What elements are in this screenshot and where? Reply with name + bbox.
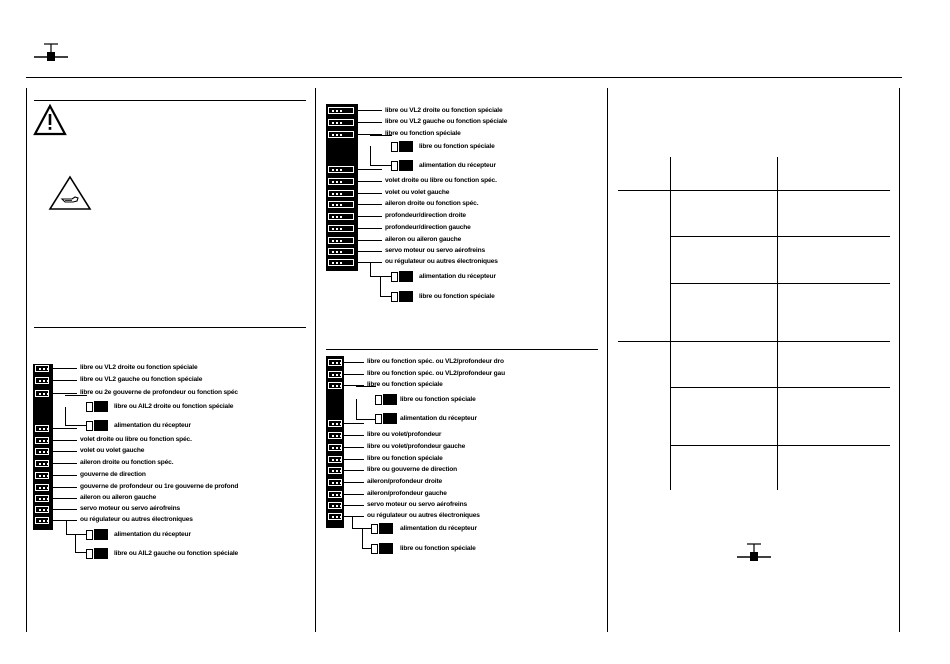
leader-line xyxy=(53,475,77,476)
receiver-slot xyxy=(328,131,354,138)
leader-line xyxy=(344,482,364,483)
column-divider xyxy=(315,88,316,632)
leader-line xyxy=(358,169,382,170)
column-divider xyxy=(607,88,608,632)
branch-label: alimentation du récepteur xyxy=(419,273,496,280)
leader-line xyxy=(344,374,364,375)
column-divider xyxy=(26,88,27,632)
branch-plug xyxy=(391,141,413,152)
table-grid-line xyxy=(670,236,890,237)
receiver-slot xyxy=(35,377,49,384)
leader-line xyxy=(344,505,364,506)
branch-plug xyxy=(371,523,393,534)
leader-line xyxy=(53,380,77,381)
branch-wire xyxy=(66,520,87,535)
receiver-slot xyxy=(35,437,49,444)
plug-label: libre ou fonction spéciale xyxy=(367,455,443,462)
leader-line xyxy=(358,204,382,205)
branch-label: libre ou fonction spéciale xyxy=(419,143,495,150)
branch-label: libre ou AIL2 droite ou fonction spéciale xyxy=(114,403,234,410)
leader-line xyxy=(358,228,382,229)
warning-triangle-icon xyxy=(33,104,67,136)
plug-label: libre ou VL2 gauche ou fonction spéciale xyxy=(80,376,203,383)
plug-label: libre ou 2e gouverne de profondeur ou fonction spéc xyxy=(80,389,238,396)
receiver-slot xyxy=(328,513,342,520)
receiver-strip xyxy=(326,104,358,271)
receiver-slot xyxy=(328,190,354,197)
receiver-slot xyxy=(328,491,342,498)
plug-label: aileron/profondeur gauche xyxy=(367,490,447,497)
plug-label: aileron droite ou fonction spéc. xyxy=(80,459,174,466)
plug-label: volet droite ou libre ou fonction spéc. xyxy=(80,436,192,443)
plug-label: libre ou volet/profondeur gauche xyxy=(367,443,466,450)
leader-line xyxy=(344,494,364,495)
receiver-slot xyxy=(328,201,354,208)
branch-wire xyxy=(380,276,391,297)
plug-label: libre ou VL2 droite ou fonction spéciale xyxy=(385,107,503,114)
branch-label: libre ou AIL2 gauche ou fonction spéciale xyxy=(114,550,239,557)
branch-wire xyxy=(370,146,391,166)
warning-bottom-rule xyxy=(34,327,306,328)
leader-line xyxy=(344,470,364,471)
receiver-slot xyxy=(35,425,49,432)
branch-plug xyxy=(391,291,413,302)
branch-wire xyxy=(75,534,86,553)
receiver-slot xyxy=(328,502,342,509)
leader-line xyxy=(358,110,382,111)
plug-label: profondeur/direction gauche xyxy=(385,224,471,231)
column-divider xyxy=(899,88,900,632)
plug-label: libre ou gouverne de direction xyxy=(367,466,458,473)
leader-line xyxy=(344,459,364,460)
receiver-slot xyxy=(35,448,49,455)
leader-line xyxy=(53,498,77,499)
receiver-slot xyxy=(35,390,49,397)
leader-line xyxy=(358,193,382,194)
warning-top-rule xyxy=(34,100,306,101)
table-grid-line xyxy=(618,190,890,191)
leader-line xyxy=(53,451,77,452)
branch-label: libre ou fonction spéciale xyxy=(400,396,476,403)
receiver-slot xyxy=(328,213,354,220)
header-rule xyxy=(26,77,902,78)
branch-wire xyxy=(356,386,376,400)
receiver-slot xyxy=(328,479,342,486)
branch-wire xyxy=(65,407,86,426)
plug-label: libre ou fonction spéciale xyxy=(385,130,461,137)
table-grid-line xyxy=(670,283,890,284)
receiver-slot xyxy=(35,517,49,524)
leader-line xyxy=(53,440,77,441)
leader-line xyxy=(358,251,382,252)
plug-label: libre ou volet/profondeur xyxy=(367,431,442,438)
leader-line xyxy=(53,428,77,429)
plug-label: volet ou volet gauche xyxy=(385,189,450,196)
receiver-slot xyxy=(35,472,49,479)
table-grid-line xyxy=(777,157,778,490)
branch-plug xyxy=(391,160,413,171)
receiver-slot xyxy=(328,382,342,389)
plug-label: libre ou fonction spéciale xyxy=(367,381,443,388)
plug-label: ou régulateur ou autres électroniques xyxy=(367,512,480,519)
leader-line xyxy=(358,122,382,123)
leader-line xyxy=(344,423,364,424)
plug-label: libre ou VL2 droite ou fonction spéciale xyxy=(80,364,198,371)
plug-label: volet droite ou libre ou fonction spéc. xyxy=(385,177,497,184)
branch-label: alimentation du récepteur xyxy=(114,422,191,429)
receiver-slot xyxy=(328,456,342,463)
pointing-hand-triangle-icon xyxy=(48,175,92,211)
airplane-symbol-icon xyxy=(33,42,69,64)
airplane-symbol-icon xyxy=(736,542,772,564)
branch-label: alimentation du récepteur xyxy=(400,525,477,532)
leader-line xyxy=(53,509,77,510)
receiver-slot xyxy=(328,166,354,173)
receiver-slot xyxy=(328,467,342,474)
branch-plug xyxy=(371,543,393,554)
table-grid-line xyxy=(670,445,890,446)
leader-line xyxy=(53,393,77,394)
plug-label: servo moteur ou servo aérofreins xyxy=(385,247,486,254)
branch-wire xyxy=(370,262,391,277)
receiver-slot xyxy=(328,444,342,451)
plug-label: gouverne de direction xyxy=(80,471,146,478)
receiver-slot xyxy=(35,495,49,502)
branch-plug xyxy=(391,271,413,282)
table-grid-line xyxy=(618,341,890,342)
plug-label: gouverne de profondeur ou 1re gouverne de profond xyxy=(80,483,239,490)
branch-plug xyxy=(86,529,108,540)
branch-plug xyxy=(86,420,108,431)
branch-plug xyxy=(375,394,397,405)
plug-label: libre ou fonction spéc. ou VL2/profondeur dro xyxy=(367,358,504,365)
receiver-slot xyxy=(328,237,354,244)
receiver-slot xyxy=(328,259,354,266)
plug-label: volet ou volet gauche xyxy=(80,447,145,454)
plug-label: aileron ou aileron gauche xyxy=(385,236,462,243)
branch-plug xyxy=(86,548,108,559)
receiver-slot xyxy=(328,359,342,366)
branch-label: alimentation du récepteur xyxy=(400,415,477,422)
section-rule xyxy=(326,349,598,350)
receiver-slot xyxy=(328,420,342,427)
branch-plug xyxy=(375,413,397,424)
plug-label: aileron/profondeur droite xyxy=(367,478,443,485)
leader-line xyxy=(53,463,77,464)
leader-line xyxy=(344,447,364,448)
receiver-slot xyxy=(328,225,354,232)
receiver-slot xyxy=(328,432,342,439)
branch-label: alimentation du récepteur xyxy=(419,162,496,169)
branch-plug xyxy=(86,401,108,412)
plug-label: libre ou fonction spéc. ou VL2/profondeur gau xyxy=(367,370,505,377)
branch-wire xyxy=(356,399,375,420)
table-grid-line xyxy=(670,157,671,490)
receiver-slot xyxy=(35,365,49,372)
leader-line xyxy=(53,368,77,369)
receiver-slot xyxy=(328,119,354,126)
plug-label: servo moteur ou servo aérofreins xyxy=(367,501,468,508)
plug-label: aileron ou aileron gauche xyxy=(80,494,157,501)
receiver-slot xyxy=(35,484,49,491)
receiver-slot xyxy=(328,371,342,378)
plug-label: ou régulateur ou autres électroniques xyxy=(80,516,193,523)
leader-line xyxy=(358,216,382,217)
branch-label: libre ou fonction spéciale xyxy=(419,293,495,300)
plug-label: libre ou VL2 gauche ou fonction spéciale xyxy=(385,118,508,125)
branch-label: alimentation du récepteur xyxy=(114,531,191,538)
receiver-slot xyxy=(35,460,49,467)
plug-label: ou régulateur ou autres électroniques xyxy=(385,258,498,265)
table-grid-line xyxy=(670,387,890,388)
plug-label: servo moteur ou servo aérofreins xyxy=(80,505,181,512)
leader-line xyxy=(358,240,382,241)
plug-label: aileron droite ou fonction spéc. xyxy=(385,200,479,207)
receiver-slot xyxy=(328,107,354,114)
leader-line xyxy=(53,487,77,488)
plug-label: profondeur/direction droite xyxy=(385,212,466,219)
receiver-slot xyxy=(328,248,354,255)
leader-line xyxy=(344,362,364,363)
branch-label: libre ou fonction spéciale xyxy=(400,545,476,552)
leader-line xyxy=(344,435,364,436)
receiver-slot xyxy=(35,506,49,513)
receiver-slot xyxy=(328,178,354,185)
leader-line xyxy=(358,181,382,182)
